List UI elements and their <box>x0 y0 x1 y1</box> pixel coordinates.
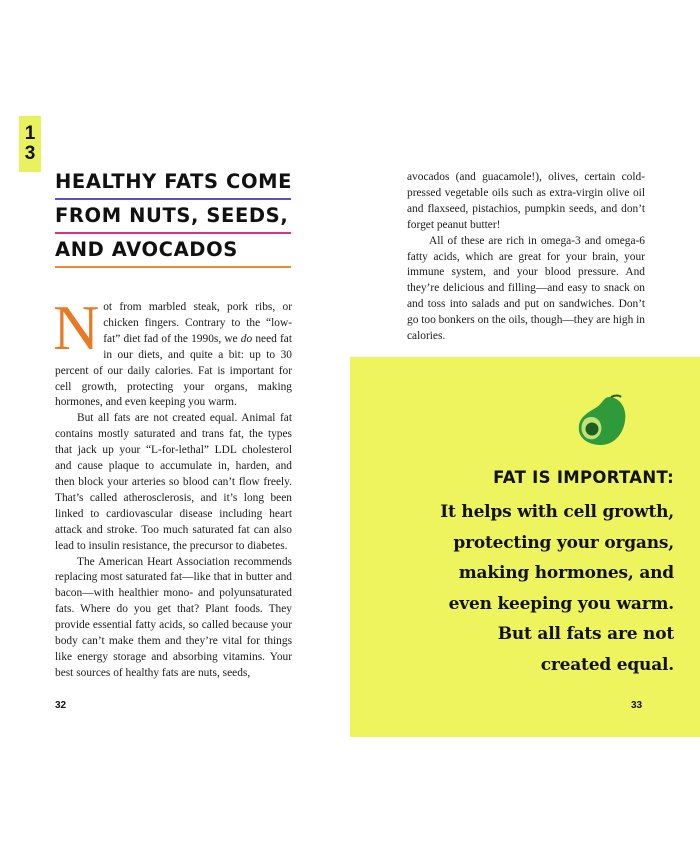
callout-line: But all fats are not <box>497 624 674 644</box>
callout-line: making hormones, and <box>458 563 674 583</box>
heading-line-2: FROM NUTS, SEEDS, <box>55 204 289 227</box>
chapter-digit-2: 3 <box>24 143 36 164</box>
left-paragraph-1-start: ot from marbled steak, pork ribs, or chicken fingers. Contrary to the “low-fat” diet fad of the 1990s, we <box>103 301 292 345</box>
callout-panel <box>350 357 700 737</box>
left-paragraph-1-end: need fat in our diets, and quite a bit: up to 30 percent of our daily calories. Fat is important for cell growth, protecting your organs, making hormones, and even keeping you warm. <box>55 332 293 409</box>
chapter-digit-1: 1 <box>24 123 36 144</box>
heading-line-3: AND AVOCADOS <box>55 238 238 261</box>
page-number-right: 33 <box>631 700 643 711</box>
callout-text <box>374 467 674 680</box>
callout-line: created equal. <box>540 654 674 675</box>
left-paragraph-1-emphasis: do <box>240 332 253 345</box>
right-paragraph-1: avocados (and guacamole!), olives, certain cold-pressed vegetable oils such as extra-virgin olive oil and flaxseed, pistachios, pumpkin seeds, and don’t forget peanut butter! <box>407 171 645 231</box>
right-page-body <box>407 170 645 345</box>
avocado-icon <box>571 391 631 451</box>
right-paragraph-2: All of these are rich in omega-3 and omega-6 fatty acids, which are great for your brain, your immune system, and your blood pressure. And they’re delicious and filling—and easy to snack on and toss into salads and put on sandwiches. Don’t go too bonkers on the oils, though—they are high in calories. <box>407 234 645 343</box>
callout-line: even keeping you warm. <box>448 593 674 614</box>
chapter-number-tab <box>19 116 41 172</box>
left-page-body <box>53 292 293 682</box>
drop-cap: N <box>53 292 100 363</box>
heading-rule-orange <box>55 266 291 268</box>
heading-line-1: HEALTHY FATS COME <box>55 170 293 193</box>
left-paragraph-2: But all fats are not created equal. Animal fat contains mostly saturated and trans fat, the types that jack up your “L-for-lethal” LDL cholesterol and cause plaque to accumulate in, harden, and then block your arteries so blood can’t flow freely. That’s called atherosclerosis, and it’s long been linked to cardiovascular disease including heart attack and stroke. Too much saturated fat can also lead to insulin resistance, the precursor to diabetes. <box>55 412 292 552</box>
left-paragraph-3: The American Heart Association recommends replacing most saturated fat—like that in butter and bacon—with healthier mono- and polyunsaturated fats. Where do you get that? Plant foods. They provide essential fatty acids, so called because your body can’t make them and they’re vital for things like energy storage and absorbing vitamins. Your best sources of healthy fats are nuts, seeds, <box>55 555 292 679</box>
left-paragraph-1 <box>53 292 293 411</box>
chapter-heading <box>55 166 291 268</box>
callout-line: protecting your organs, <box>453 532 674 553</box>
page-number-left: 32 <box>55 700 67 711</box>
callout-title: FAT IS IMPORTANT: <box>493 468 674 487</box>
callout-line: It helps with cell growth, <box>440 502 674 522</box>
